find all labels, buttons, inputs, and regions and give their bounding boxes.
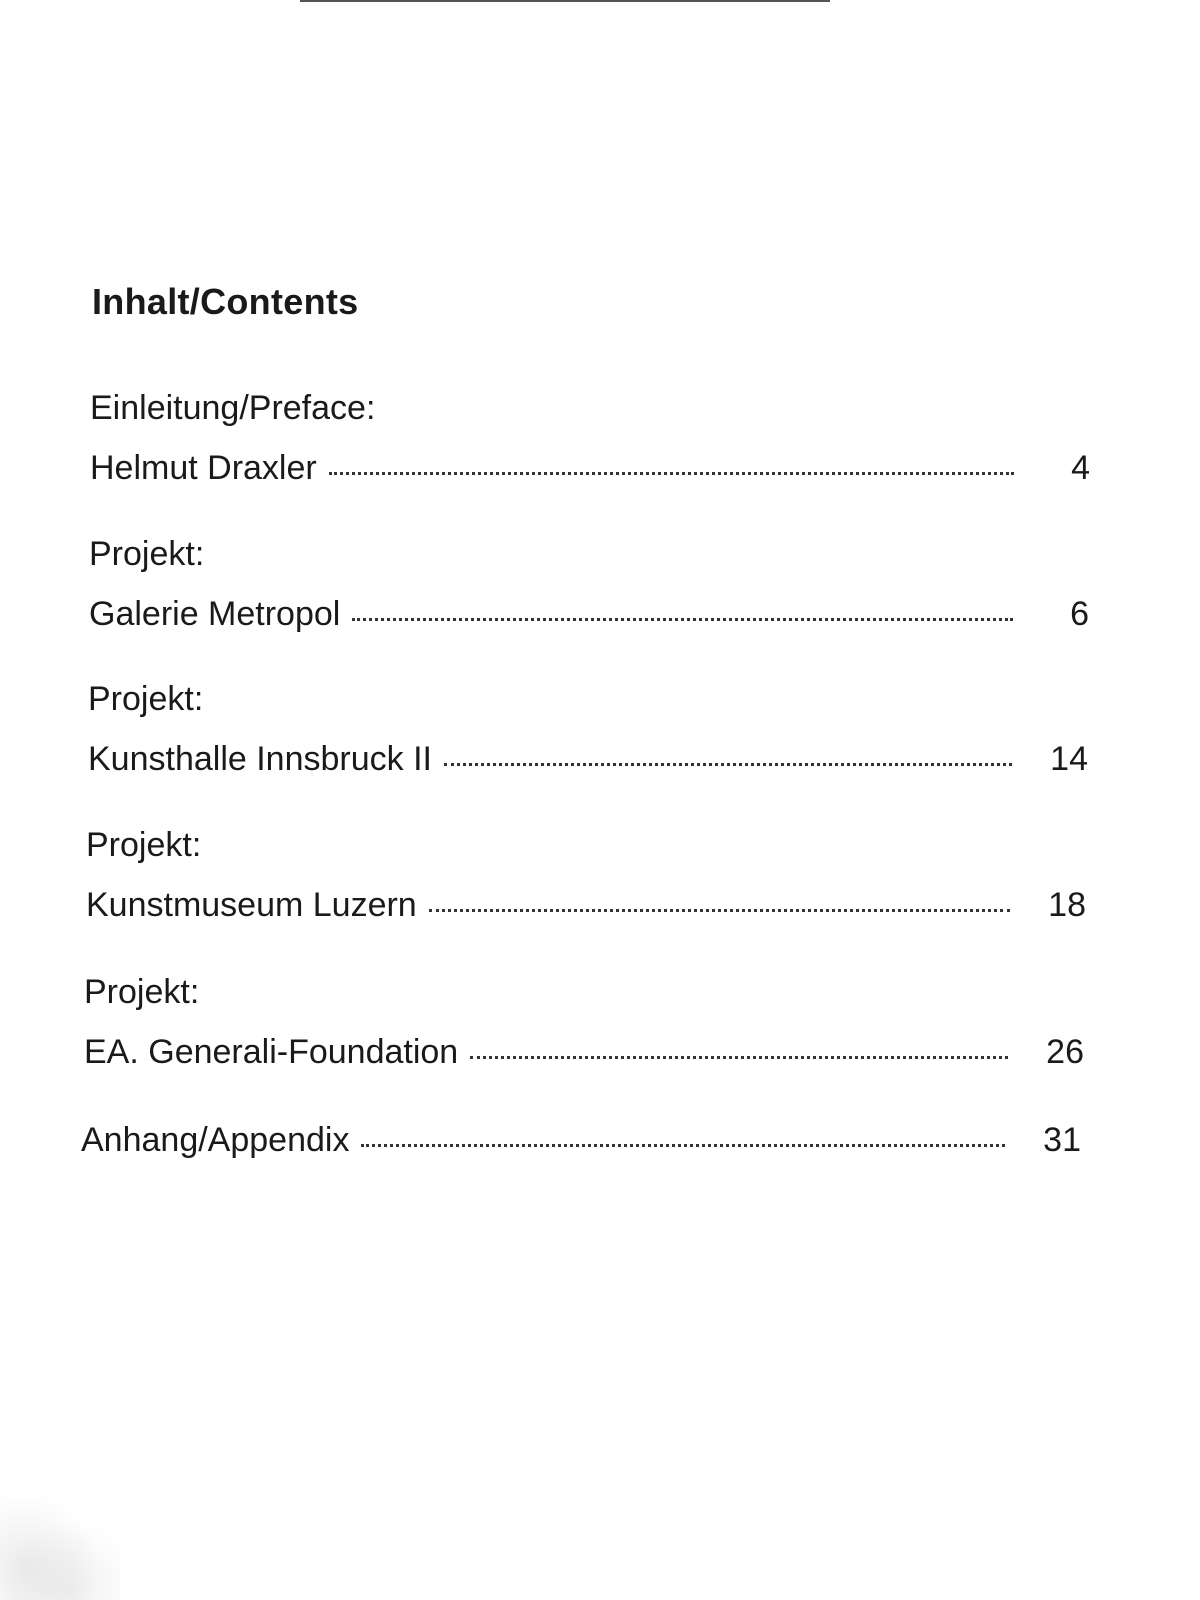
toc-entry-page: 31 bbox=[1043, 1121, 1081, 1159]
toc-entry-metropol bbox=[89, 524, 1089, 644]
toc-entry-page: 6 bbox=[1070, 595, 1089, 633]
toc-entry-line bbox=[84, 1022, 1084, 1082]
toc-entry-label: Projekt: bbox=[84, 973, 200, 1011]
toc-entry-title: Anhang/Appendix bbox=[81, 1121, 350, 1159]
toc-entry-title: Kunstmuseum Luzern bbox=[86, 886, 417, 924]
toc-entry-line bbox=[86, 875, 1086, 935]
toc-entry-generali bbox=[84, 962, 1084, 1082]
toc-entry-label: Projekt: bbox=[88, 680, 204, 718]
toc-entry-label: Projekt: bbox=[89, 535, 205, 573]
dot-leader bbox=[470, 1056, 1008, 1059]
toc-entry-preface bbox=[90, 378, 1090, 498]
toc-entry-page: 14 bbox=[1050, 740, 1088, 778]
toc-entry-line bbox=[81, 1110, 1081, 1170]
toc-entry-line bbox=[88, 729, 1088, 789]
toc-entry-line bbox=[89, 584, 1089, 644]
dot-leader bbox=[361, 1144, 1005, 1147]
top-rule bbox=[300, 0, 830, 2]
toc-entry-appendix bbox=[81, 1110, 1081, 1170]
toc-entry-title: Helmut Draxler bbox=[90, 449, 317, 487]
dot-leader bbox=[329, 472, 1014, 475]
toc-entry-page: 4 bbox=[1071, 449, 1090, 487]
toc-entry-luzern bbox=[86, 815, 1086, 935]
toc-entry-line bbox=[90, 438, 1090, 498]
contents-heading: Inhalt/Contents bbox=[92, 281, 359, 322]
toc-entry-page: 18 bbox=[1048, 886, 1086, 924]
toc-entry-page: 26 bbox=[1046, 1033, 1084, 1071]
toc-entry-title: EA. Generali-Foundation bbox=[84, 1033, 459, 1071]
toc-entry-innsbruck bbox=[88, 669, 1088, 789]
toc-entry-title: Galerie Metropol bbox=[89, 595, 341, 633]
dot-leader bbox=[444, 763, 1012, 766]
toc-entry-title: Kunsthalle Innsbruck II bbox=[88, 740, 432, 778]
toc-entry-label: Einleitung/Preface: bbox=[90, 389, 376, 427]
dot-leader bbox=[352, 618, 1013, 621]
toc-entry-label: Projekt: bbox=[86, 826, 202, 864]
scan-noise bbox=[0, 1430, 120, 1600]
dot-leader bbox=[429, 909, 1010, 912]
